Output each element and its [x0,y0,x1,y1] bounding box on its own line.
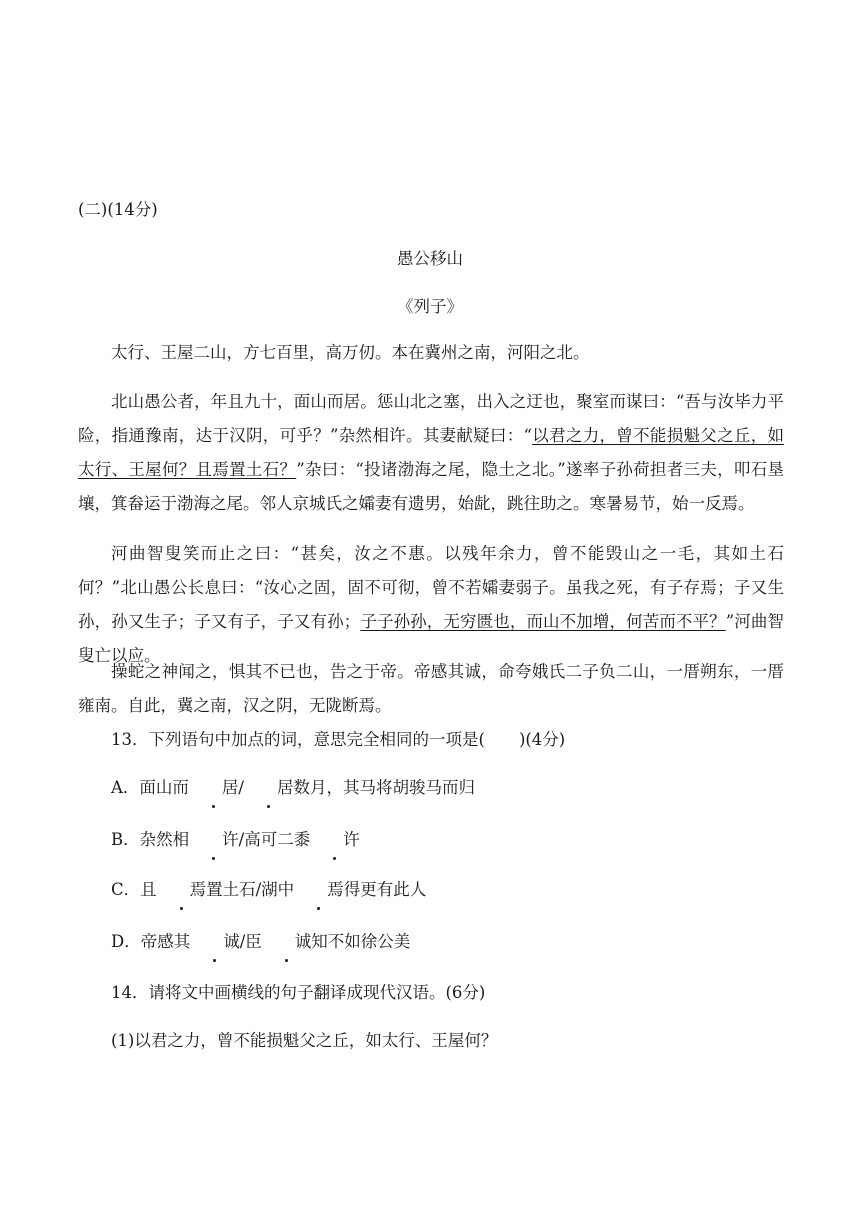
passage-author: 《列子》 [397,297,463,316]
option-text: A．面山而 [111,778,189,797]
paragraph-2-text-a: 北山愚公者，年且九十，面山而居。惩山北之塞，出入之迂也，聚室而谋曰：“吾与汝毕力平险，指通豫南，达于汉阴，可乎？”杂然相许。其妻献疑曰：“ [78,392,784,445]
q13-option-a[interactable] [78,771,784,805]
dotted-word: 居 [189,771,239,805]
q13-stem-start: 13．下列语句中加点的词，意思完全相同的一项是( [111,730,485,749]
section-header: (二)(14分) [78,200,158,219]
option-text: /臣 [239,932,262,951]
option-text: 置土石/湖中 [206,880,295,899]
q13-option-d[interactable] [78,925,784,959]
option-text: 数月，其马将胡骏马而归 [293,778,475,797]
question-14-stem: 14．请将文中画横线的句子翻译成现代汉语。(6分) [111,983,486,1002]
q13-stem-score: )(4分) [518,730,566,749]
paragraph-3-text-a: 河曲智叟笑而止之曰：“甚矣，汝之不惠。以残年余力，曾不能毁山之一毛，其如土石何？”北山愚公长息曰：“汝心之固，固不可彻，曾不若孀妻弱子。虽我之死，有子存焉；子又生孙，孙又生子；子又有子，子又有孙； [78,544,784,631]
dotted-word: 焉 [157,873,207,907]
passage-title: 愚公移山 [397,249,463,268]
q13-option-c[interactable] [78,873,784,907]
option-text: /高可二黍 [238,830,311,849]
passage-paragraph-3 [78,537,784,673]
dotted-word: 诚 [190,925,240,959]
option-text: B．杂然相 [111,830,190,849]
question-14-item-1: (1)以君之力，曾不能损魁父之丘，如太行、王屋何？ [111,1031,498,1050]
option-text: 知不如徐公美 [311,932,411,951]
q13-option-b[interactable] [78,823,784,857]
dotted-word: 许 [189,823,239,857]
paragraph-3-text-b: ”河曲智叟亡以应。 [78,612,785,665]
passage-paragraph-2 [78,385,784,521]
option-text: 得更有此人 [343,880,427,899]
dotted-word: 诚 [262,925,312,959]
passage-paragraph-4: 操蛇之神闻之，惧其不已也，告之于帝。帝感其诚，命夸娥氏二子负二山，一厝朔东，一厝雍南。自此，冀之南，汉之阴，无陇断焉。 [78,662,784,715]
option-text: D．帝感其 [111,932,191,951]
passage-paragraph-1: 太行、王屋二山，方七百里，高万仞。本在冀州之南，河阳之北。 [111,343,590,362]
option-text: / [238,778,244,797]
option-text: C．且 [111,880,157,899]
dotted-word: 居 [244,771,294,805]
underlined-sentence-1: 以君之力，曾不能损魁父之丘，如太行、王屋何？且焉置土石？ [78,426,785,479]
dotted-word: 焉 [294,873,344,907]
underlined-sentence-2: 子子孙孙，无穷匮也，而山不加增，何苦而不平？ [360,612,726,631]
dotted-word: 许 [310,823,360,857]
paragraph-2-text-b: ”杂曰：“投诸渤海之尾，隐土之北。”遂率子孙荷担者三夫，叩石垦壤，箕畚运于渤海之尾。邻人京城氏之孀妻有遗男，始龀，跳往助之。寒暑易节，始一反焉。 [78,460,784,513]
question-13-stem [78,723,784,757]
